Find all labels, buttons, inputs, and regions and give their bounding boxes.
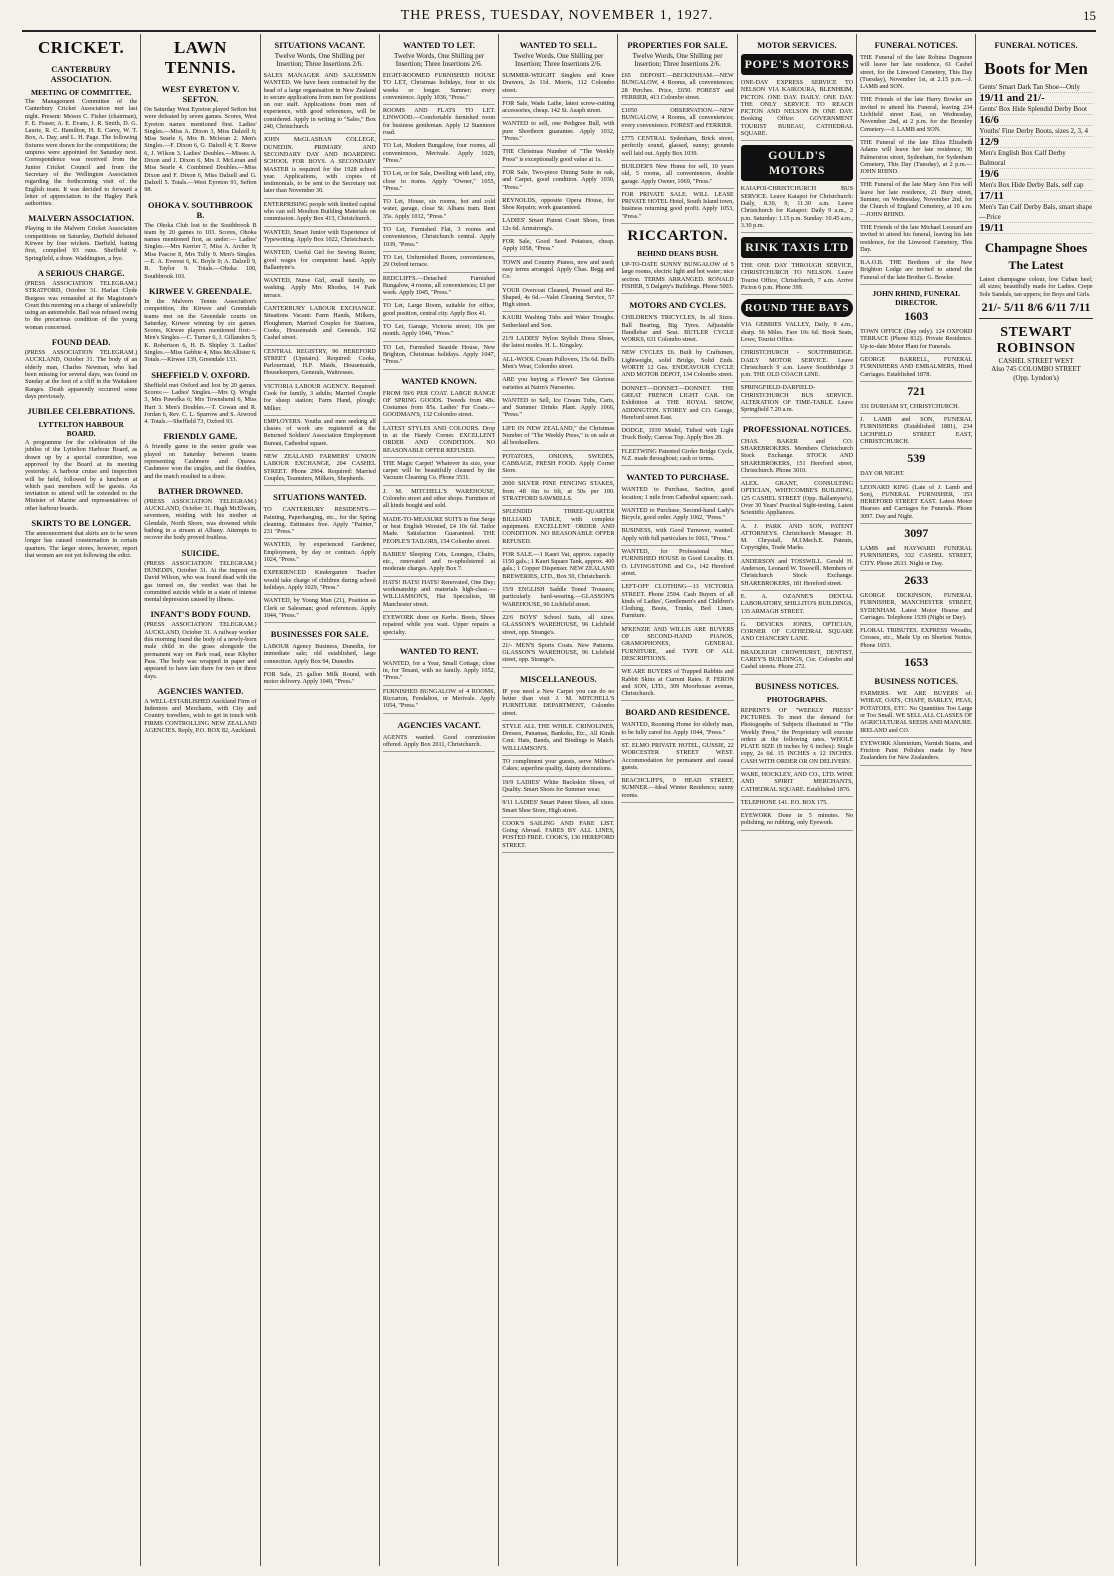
classified-ad: £65 DEPOSIT.—BECKENHAM.—NEW BUNGALOW, 4 Rooms, all conveniences; 28 Perches. Price, £650. FOREST and FERRIER, 413 Colombo street.: [621, 70, 733, 105]
phone-number: 721: [907, 383, 926, 398]
classified-ad: TO Let, or for Sale, Dwelling with land, city, close to trams. Apply "Owner," 1055, "Press.": [383, 168, 495, 196]
classified-ad: FOR Sale, Wade Lathe, latest screw-cutting accessories, cheap. 142 St. Asaph street.: [502, 98, 614, 119]
article-body: The Management Committee of the Canterbury Cricket Association met last night. Present: Messrs C. Fisher (chairman), F. E. Fraser, A. E. Evans, J. R. Smith, D. G. Laurie, R. C. Hamilton, H. E. Carey, W. T. Box, A. Day, and L. H. Page. The following fixtures were drawn for the competitions; the umpires were appointed for Saturday next. Correspondence was received from the Junior Cricket Council and from the Secretary of the Wellington Association regarding the forthcoming visit of the English team. It was decided to forward a letter of appreciation to the Hagley Park authorities.: [25, 98, 138, 208]
classified-ad: WANTED, Smart Junior with Experience of Typewriting. Apply Box 1022, Christchurch.: [264, 227, 376, 248]
section-title-wanted-known: WANTED KNOWN.: [401, 375, 477, 386]
phone-number: 1603: [904, 309, 929, 324]
classified-ad: HATS! HATS! HATS! Renovated, One Day; workmanship and materials high-class.—WILLIAMSON'S, Hat Specialists, 98 Manchester street.: [383, 577, 495, 612]
classified-ad: TO Let, Unfurnished Room, conveniences, 29 Oxford terrace.: [383, 252, 495, 273]
classified-ad: LAMB and HAYWARD FUNERAL FURNISHERS, 332 CASHEL STREET, CITY. Phone 2633. Night or Day.: [860, 543, 972, 571]
column-lawn-tennis: [141, 34, 260, 1566]
classified-ad: FURNISHED BUNGALOW of 4 ROOMS, Riccarton, Fendalton, or Merivale. Apply 1054, "Press.": [383, 686, 495, 714]
section-title-wanted-to-purchase: WANTED TO PURCHASE.: [626, 472, 729, 483]
article-heading: FOUND DEAD.: [51, 337, 111, 348]
price-line: [979, 115, 1092, 126]
article-heading: BATHER DROWNED.: [158, 485, 243, 496]
page-number: 15: [1083, 8, 1096, 23]
classified-ad: FLORAL TRIBUTES. EXPRESS Wreaths, Crosses, etc., Made Up on Shortest Notice. Phone 1653.: [860, 625, 972, 653]
classified-ad: WANTED, Useful Girl for Sewing Room; good wages for competent hand. Apply Ballantyne's.: [264, 247, 376, 275]
section-title-cricket: CRICKET.: [37, 38, 125, 57]
classified-ad: LEFT-OFF CLOTHING—13 VICTORIA STREET. Phone 2594. Cash Buyers of all kinds of Ladies', Gentlemen's and Children's Clothing, Boots, Trunks, Bed Linen, Furniture.: [621, 581, 733, 623]
classified-ad: J. LAMB and SON, FUNERAL FURNISHERS (Established 1881), 234 LICHFIELD STREET EAST, CHRISTCHURCH.: [860, 414, 972, 449]
classified-ad: CHAS. BAKER and CO. SHAREBROKERS. Members Christchurch Stock Exchange. STOCK AND SHAREBROKERS, 151 Hereford street, Christchurch. Phone 3010.: [741, 436, 853, 478]
column-funeral-notices: [857, 34, 976, 1566]
classified-ad: ONE-DAY EXPRESS SERVICE TO NELSON VIA KAIKOURA, BLENHEIM, PICTON. ONE DAY. DAILY. ONE DAY. THE ONLY SERVICE TO REACH PICTON AND NELSON IN ONE DAY. Booking Office: GOVERNMENT TOURIST BUREAU, CATHEDRAL SQUARE.: [741, 77, 853, 141]
classified-ad: LIFE IN NEW ZEALAND," the Christmas Number of "The Weekly Press," is on sale at all booksellers.: [502, 423, 614, 451]
section-title-business-notices: BUSINESS NOTICES.: [874, 676, 959, 687]
column-boots-for-men: [976, 34, 1095, 1566]
classified-ad: FOR Sale, Good Seed Potatoes, cheap. Apply 1058, "Press.": [502, 236, 614, 257]
classified-ad: REPRINTS OF "WEEKLY PRESS" PICTURES. To meet the demand for Photographs of Subjects illustrated in "The Weekly Press," the Proprietary will execute orders at the following rates. WHOLE PLATE SIZE (8 inches by 6 inches): Single copy, 2s 6d. 15 INCHES x 12 INCHES. CASH WITH ORDER OR ON DELIVERY.: [741, 705, 853, 769]
classified-ad: J. M. MITCHELL'S WAREHOUSE, Colombo street and other shops. Furniture of all kinds bought and sold.: [383, 486, 495, 514]
classified-ad: TO Let, Modern Bungalow, four rooms, all conveniences, Merivale. Apply 1029, "Press.": [383, 140, 495, 168]
price-value: 19/11 and 21/-: [979, 92, 1045, 104]
column-cricket: [22, 34, 141, 1566]
classified-ad: NEW CYCLES £6. Built by Craftsmen, Lightweight, solid Bridge, Solid Ends. WORTH 12 Gns. ENDEAVOUR CYCLE AND MOTOR DEPOT, 134 Colombo street.: [621, 347, 733, 382]
classified-ad: VICTORIA LABOUR AGENCY. Required: Cook for family, 3 adults; Married Couple for sheep station; Farm Hand, plough; Milker.: [264, 381, 376, 416]
price-line: [979, 202, 1092, 223]
classified-ad: FOR Sale, Two-piece Dining Suite in oak, and Carpet, good condition. Apply 1030, "Press.": [502, 167, 614, 195]
classified-ad: LATEST STYLES AND COLOURS. Drop in at the Handy Corner. EXCELLENT ORDER AND CONDITION. NO REASONABLE OFFER REFUSED.: [383, 423, 495, 458]
classified-ad: ARE you buying a Flower? See Glorious varieties at Nairn's Nurseries.: [502, 374, 614, 395]
section-title-miscellaneous: MISCELLANEOUS.: [519, 673, 597, 684]
column-wanted-to-let: [380, 34, 499, 1566]
classified-ad: BUILDER'S New Home for sell, 10 years old, 5 rooms, all conveniences, double garage. Apply Owner, 1069, "Press.": [621, 161, 733, 189]
classified-ad: TO Let, Furnished Flat, 3 rooms and conveniences, Christchurch central. Apply 1039, "Press.": [383, 224, 495, 252]
article-body: A friendly game in the senior grade was played on Saturday between teams representing Cashmere and Opawa. Cashmere won the singles, and the doubles, and the match resulted in a draw.: [144, 443, 257, 480]
classified-ad: TOWN and Country Pianos, new and used; easy terms arranged. Apply Chas. Begg and Co.: [502, 257, 614, 285]
classified-ad: GEORGE BARRELL, FUNERAL FURNISHERS AND EMBALMERS, Hired Carriages. Established 1878.: [860, 354, 972, 382]
phone-number: 539: [907, 451, 926, 466]
classified-ad: 21/9 LADIES' Nylon Stylish Dress Shoes, the latest modes. H. L. Kingsley.: [502, 333, 614, 354]
classified-ad: CHILDREN'S TRICYCLES, In all Sizes. Ball Bearing, Big Tyres. Adjustable Handlebar and Seat. BUTLER CYCLE WORKS, 631 Colombo street.: [621, 312, 733, 347]
classified-ad: WE ARE BUYERS of Trapped Rabbits and Rabbit Skins at Current Rates. P. FERON and SON, LTD., 309 Moorhouse avenue, Christchurch.: [621, 666, 733, 701]
classified-ad: £1050 OBSERVATION.—NEW BUNGALOW, 4 Rooms, all conveniences; every convenience. FOREST and FERRIER.: [621, 105, 733, 133]
section-title-situations-wanted: SITUATIONS WANTED.: [273, 492, 367, 503]
classified-ad: WANTED to sell, one Pedigree Bull, with pure Shorthorn guarantee. Apply 1032, "Press.": [502, 118, 614, 146]
phone-number: 2633: [904, 572, 929, 587]
section-title-situations-vacant: SITUATIONS VACANT.: [274, 40, 366, 50]
article-heading: JUBILEE CELEBRATIONS.: [27, 406, 135, 417]
column-motor-services: [738, 34, 857, 1566]
section-title: FUNERAL NOTICES.: [994, 40, 1078, 50]
subheading: CANTERBURY ASSOCIATION.: [50, 64, 112, 84]
columns: [22, 34, 1096, 1566]
classified-ad: FARMERS. WE ARE BUYERS of: WHEAT, OATS, CHAFF, BARLEY, PEAS, POTATOES, ETC. No Quantities Too Large or Too Small. WE SELL ALL CLASSES OF AGRICULTURAL SEEDS AND MANURE. IRELAND and CO.: [860, 688, 972, 738]
champagne-prices: 21/- 5/11 8/6 6/11 7/11: [981, 299, 1091, 314]
section-title-motor-services: MOTOR SERVICES.: [757, 40, 837, 50]
classified-ad: CENTRAL REGISTRY, 96 HEREFORD STREET (Upstairs). Required: Cooks, Parlourmaid, H.P. Maids, Housemaids, Housekeepers, Generals, Waitresses.: [264, 346, 376, 381]
section-title-motors-and-cycles: MOTORS AND CYCLES.: [629, 300, 726, 311]
popes-motors-banner: POPE'S MOTORS: [741, 54, 853, 75]
rink-taxis-banner: RINK TAXIS LTD: [741, 237, 853, 258]
address-line: (Opp. Lyndon's): [1013, 373, 1059, 382]
classified-ad: LEONARD KING (Late of J. Lamb and Son), FUNERAL FURNISHER, 353 HEREFORD STREET EAST. Latest Motor Hearses and Carriages for Funerals. Phone 3097. Day and Night.: [860, 482, 972, 524]
classified-ad: THE Christmas Number of "The Weekly Press" is exceptionally good value at 1s.: [502, 146, 614, 167]
column-wanted-to-sell: [499, 34, 618, 1566]
price-line: [979, 148, 1092, 169]
classified-ad: 15/9 ENGLISH Saddle Toned Trousers; particularly hard-wearing.—GLASSON'S WAREHOUSE, 96 Lichfield street.: [502, 584, 614, 612]
classified-ad: SALES MANAGER AND SALESMEN WANTED. We have been contracted by the head of a large organisation in New Zealand to secure applications from men for positions on our staff. Applications from men of experience, with good references, will be considered. Apply in writing to "Sales," Box 240, Christchurch.: [264, 70, 376, 134]
article-heading: FRIENDLY GAME.: [163, 431, 238, 442]
price-line: [979, 169, 1092, 180]
classified-ad: 9/11 LADIES' Smart Patent Shoes, all sizes. Smart Shoe Store, High street.: [502, 797, 614, 818]
classified-ad: FOR Sale, 25 gallon Milk Round, with motor delivery. Apply 1049, "Press.": [264, 669, 376, 690]
section-title-businesses-for-sale: BUSINESSES FOR SALE.: [270, 629, 369, 640]
article-heading: OHOKA V. SOUTHBROOK B.: [148, 199, 253, 220]
article-body: (PRESS ASSOCIATION TELEGRAM.) AUCKLAND, October 31. The body of an elderly man, Charles Newman, who had been missing for several days, was found on Sunday at the foot of a cliff in the Waitakere Ranges. Death apparently occurred some days previously.: [25, 349, 138, 400]
classified-ad: FROM 59/6 PER COAT. LARGE RANGE OF SPRING GOODS. Tweeds from 48s. Costumes from 85s. Ladies' Fur Coats.—GOODMAN'S, 132 Colombo street.: [383, 388, 495, 423]
rate-line: Twelve Words, One Shilling per Insertion; Three Insertions 2/6.: [513, 52, 604, 68]
price-label: Men's Box Hide Derby Bals, self cap: [979, 181, 1084, 189]
price-line: [979, 191, 1092, 202]
classified-ad: FOR PRIVATE SALE. WILL LEASE PRIVATE HOTEL Hotel, South Island town, business returning good profit. Apply 1053, "Press.": [621, 189, 733, 224]
classified-ad: STYLE ALL THE WHILE. CRINOLINES, Dresses, Panamas, Bankoks, Etc., All Kinds Cent. Hats, Bands, and Bindings to Match. WILLIAMSON'S.: [502, 721, 614, 756]
rate-line: Twelve Words, One Shilling per Insertion; Three Insertions 2/6.: [394, 52, 485, 68]
classified-ad: POTATOES, ONIONS, SWEDES, CABBAGE, FRESH FOOD. Apply Corner Store.: [502, 451, 614, 479]
funeral-notice: THE Friends of the late Harry Bowler are invited to attend his Funeral, leaving 234 Lichfield street East, on Wednesday, November 2nd, at 2 p.m. for the Bromley Cemetery.—J. LAMB and SON.: [860, 94, 972, 136]
price-line: [979, 93, 1092, 104]
classified-ad: TO Let, House, six rooms, hot and cold water, garage, close St. Albans tram. Rent 35s. Apply 1012, "Press.": [383, 196, 495, 224]
masthead-rule: [22, 30, 1096, 32]
classified-ad: SPLENDID THREE-QUARTER BILLIARD TABLE, with complete equipment. EXCELLENT ORDER AND CONDITION. NO REASONABLE OFFER REFUSED.: [502, 506, 614, 548]
masthead: [0, 0, 1114, 28]
address-line: CASHEL STREET WEST: [998, 356, 1074, 365]
classified-ad: FLEETWING Patented Girder Bridge Cycle, N.Z. made throughout; cash or terms.: [621, 446, 733, 467]
rate-line: Twelve Words, One Shilling per Insertion; Three Insertions 2/6.: [632, 52, 723, 68]
classified-ad: EMPLOYERS. Youths and men seeking all classes of work are registered at the Returned Soldiers' Association Employment Bureau, Cathedral square.: [264, 416, 376, 451]
classified-ad: TOWN OFFICE (Day only). 124 OXFORD TERRACE (Phone 812). Private Residence. Up-to-date Motor Plant for Funerals.: [860, 326, 972, 354]
classified-ad: EYEWORK done on Kerbs. Boots, Shoes repaired while you wait. Upper repairs a specialty.: [383, 612, 495, 640]
article-body: A programme for the celebration of the jubilee of the Lyttelton Harbour Board, as drawn up by a special committee, was approved by the Board at its meeting yesterday. A harbour cruise and inspection will be held, followed by a luncheon at which past members will be guests. An invitation to attend will be extended to the Minister of Marine and representatives of other harbour boards.: [25, 439, 138, 512]
section-title-agencies-vacant: AGENCIES VACANT.: [397, 719, 481, 730]
article-heading: SUICIDE.: [181, 547, 220, 558]
undertaker-name: JOHN RHIND, FUNERAL DIRECTOR.: [872, 289, 961, 308]
price-label: Men's Tan Calf Derby Bals, smart shape—Price: [979, 203, 1093, 221]
classified-ad: G. DEVICKS JONES, OPTICIAN, CORNER OF CATHEDRAL SQUARE AND CHANCERY LANE.: [741, 619, 853, 647]
article-heading: SKIRTS TO BE LONGER.: [31, 518, 131, 529]
subheading: MEETING OF COMMITTEE.: [30, 88, 132, 97]
section-title-wanted-to-sell: WANTED TO SELL.: [519, 40, 598, 50]
classified-ad: SUMMER-WEIGHT Singlets and Knee Drawers, 2s 11d. Morris, 112 Colombo street.: [502, 70, 614, 98]
column-situations-vacant: [261, 34, 380, 1566]
funeral-notice: THE Funeral of the late Eliza Elizabeth Adams will leave her late residence, 90 Palmerston street, Sydenham, for Sydenham Cemetery, This Day (Tuesday), at 2 p.m.—JOHN RHIND.: [860, 137, 972, 179]
subheading: PHOTOGRAPHS.: [766, 694, 827, 704]
article-body: In the Malvern Tennis Association's competition, the Kirwee and Greendale teams met on the Greendale courts on Saturday, Kirwee winning by six games. Scores, Kirwee players mentioned first:— Men's Singles.—C. Turner 6, J. Gillanders 5; K. Robertson 6, H. B. Shipley 3. Ladies' Singles.—Miss Gebbie 4, Miss McAllister 6. Totals.—Kirwee 139, Greendale 133.: [144, 297, 257, 364]
classified-ad: JOHN McGLASHAN COLLEGE, DUNEDIN. PRIMARY AND SECONDARY DAY AND BOARDING SCHOOL FOR BOYS. A SECONDARY MASTER is required for the 1928 school year. Applications, with copies of testimonials, to be sent to the Secretary not later than November 30.: [264, 134, 376, 198]
classified-ad: A. J. PARK AND SON, PATENT ATTORNEYS. Christchurch Manager: H. M. Chrystall, M.I.Mech.E. Patents, Copyrights, Trade Marks.: [741, 521, 853, 556]
classified-ad: EYEWORK Aluminium, Varnish Stains, and Friction Paint Polishes made by New Zealanders for New Zealanders.: [860, 738, 972, 766]
classified-ad: REDCLIFFS.—Detached Furnished Bungalow, 4 rooms, all conveniences; £3 per week. Apply 1045, "Press.": [383, 273, 495, 301]
price-label: Youths' Fine Derby Boots, sizes 2, 3, 4: [979, 127, 1089, 135]
classified-ad: WANTED, Rooming Home for elderly man, to be fully cared for. Apply 1044, "Press.": [621, 719, 733, 740]
funeral-notice: B.A.O.B. THE Brethren of the New Brighton Lodge are invited to attend the Funeral of the late Brother G. Bowler.: [860, 257, 972, 285]
classified-ad: EXPERIENCED Kindergarten Teacher would take charge of children during school holidays. Apply 1029, "Press.": [264, 567, 376, 595]
article-body: (PRESS ASSOCIATION TELEGRAM.) DUNEDIN, October 31. At the inquest on David Wilson, who was found dead with the gas turned on, the verdict was that he committed suicide while in a state of intense mental depression caused by illness.: [144, 559, 257, 604]
classified-ad: 22/6 BOYS' School Suits, all sizes. GLASSON'S WAREHOUSE, 96 Lichfield street, opp. Strange's.: [502, 612, 614, 640]
classified-ad: WANTED to Purchase, Second-hand Lady's Bicycle, good order. Apply 1062, "Press.": [621, 505, 733, 526]
rate-line: Twelve Words, One Shilling per Insertion; Three Insertions 2/6.: [274, 52, 365, 68]
article-body: The announcement that skirts are to be worn longer has caused consternation in certain quarters. The larger stores, however, report that women are not yet following the edict.: [25, 530, 138, 559]
classified-ad: WANTED, Nurse Girl, small family, no washing. Apply Mrs Rhodes, 14 Park terrace.: [264, 275, 376, 303]
classified-ad: WANTED, by Young Man (21), Position as Clerk or Salesman; good references. Apply 1044, "Press.": [264, 595, 376, 623]
classified-ad: 19/9 LADIES' White Buckskin Shoes, of Quality. Smart Shoes for Summer wear.: [502, 777, 614, 798]
column-properties-for-sale: [618, 34, 737, 1566]
article-heading: KIRWEE V. GREENDALE.: [149, 285, 252, 296]
classified-ad: WANTED to Purchase, Section, good location; 1 mile from Cathedral square; cash.: [621, 484, 733, 505]
classified-ad: TO Let, Furnished Seaside House, New Brighton, Christmas holidays. Apply 1047, "Press.": [383, 342, 495, 370]
classified-ad: DAY OR NIGHT.: [860, 468, 972, 481]
classified-ad: BRADLEIGH CROWHURST, DENTIST, CAREY'S BUILDINGS, Cor. Colombo and Cashel streets. Phone 272.: [741, 647, 853, 675]
subheading: LYTTELTON HARBOUR BOARD.: [38, 420, 124, 439]
classified-ad: CHRISTCHURCH - SOUTHBRIDGE. DAILY MOTOR SERVICE. Leave Christchurch 9 a.m. Leave Southbridge 3 p.m. THE OLD COACH LINE.: [741, 347, 853, 382]
classified-ad: NEW ZEALAND FARMERS' UNION LABOUR EXCHANGE, 204 CASHEL STREET. Phone 2904. Required: Married Couples, Teamsters, Milkers, Shepherds.: [264, 451, 376, 486]
address-line: Also 745 COLOMBO STREET: [991, 365, 1081, 374]
classified-ad: THE Magic Carpet! Whatever its size, your carpet will be beautifully cleaned by the Vacuum Cleaning Co. Phone 3531.: [383, 458, 495, 486]
subheading: BEHIND DEANS BUSH.: [637, 249, 719, 259]
classified-ad: 331 DURHAM ST, CHRISTCHURCH.: [860, 401, 972, 414]
price-label: Gents' Smart Dark Tan Shoe—Only: [979, 83, 1080, 91]
goulds-motors-banner: GOULD'S MOTORS: [741, 145, 853, 181]
article-body: (PRESS ASSOCIATION TELEGRAM.) AUCKLAND, October 31. Hugh McElwain, seventeen, residing with his mother at Glendale, North Shore, was drowned while bathing in a stream at Albany. Attempts to recover the body proved fruitless.: [144, 497, 257, 542]
the-latest-heading: The Latest: [1008, 258, 1064, 272]
article-body: (PRESS ASSOCIATION TELEGRAM.) STRATFORD, October 31. Harlan Clyde Burgess was remanded at the Magistrate's Court this morning on a charge of unlawfully using an automobile. Bail was refused owing to the precarious condition of the young woman concerned.: [25, 279, 138, 331]
classified-ad: WARE, HOCKLEY, AND CO., LTD. WINE AND SPIRIT MERCHANTS, CATHEDRAL SQUARE. Established 1876.: [741, 769, 853, 797]
classified-ad: E. A. OZANNE'S DENTAL LABORATORY, SHILLITO'S BUILDINGS, 135 ARMAGH STREET.: [741, 591, 853, 619]
classified-ad: IF you need a New Carpet you can do no better than visit J. M. MITCHELL'S FURNITURE DEPARTMENT, Colombo street.: [502, 686, 614, 721]
classified-ad: MADE-TO-MEASURE SUITS in fine Serge or best English Worsted, £4 10s 6d. Tailor Made. Satisfaction Guaranteed. THE PEOPLE'S TAILORS, 154 Colombo street.: [383, 514, 495, 549]
classified-ad: GEORGE DICKINSON, FUNERAL FURNISHER, MANCHESTER STREET, SYDENHAM. Latest Motor Hearse and Carriages. Telephone 1539 (Night or Day).: [860, 590, 972, 625]
classified-ad: EYEWORK Done in 5 minutes. No polishing, no rubbing, only Eyework.: [741, 810, 853, 831]
divider: [979, 318, 1092, 319]
article-body: A WELL-ESTABLISHED Auckland Firm of Indentors and Merchants, with City and Country travellers, wish to get in touch with FIRMS CONTROLLING NEW ZEALAND AGENCIES. Reply, P.O. BOX 82, Auckland.: [144, 697, 257, 734]
article-body: Sheffield met Oxford and lost by 20 games. Scores:— Ladies' Singles.—Mrs Q. Wright 3, Mrs Pawelka 6; Mrs Townshend 6, Miss Hart 3. Men's Doubles.—T. Cowan and R. Jordan 6, Rev. C. L. Sparrow and S. Atwood 4. Totals.—Sheffield 73, Oxford 93.: [144, 381, 257, 426]
funeral-notice: THE Funeral of the late Mary Ann Fox will leave her late residence, 21 Bury street, Sumner, on Wednesday, November 2nd, for the Church of England Cemetery, at 10 a.m.—JOHN RHIND.: [860, 179, 972, 221]
classified-ad: ALEX. GRANT, CONSULTING OPTICIAN, WHITCOMBE'S BUILDING, 125 CASHEL STREET (Opp. Ballantyne's). Over 30 Years' Practical Sight-testing. Latest Scientific Appliances.: [741, 478, 853, 520]
classified-ad: SPRINGFIELD-DARFIELD-CHRISTCHURCH BUS SERVICE. ALTERATION OF TIME-TABLE. Leave Springfield 7.20 a.m.: [741, 382, 853, 417]
masthead-title: THE PRESS, TUESDAY, NOVEMBER 1, 1927.: [400, 8, 714, 23]
round-the-bays-banner: ROUND THE BAYS: [741, 299, 853, 317]
section-title-wanted-to-rent: WANTED TO RENT.: [399, 645, 479, 656]
classified-ad: ALL-WOOL Cream Pullovers, 15s 6d. Bell's Men's Wear, Colombo street.: [502, 354, 614, 375]
classified-ad: FOR SALE.—1 Kauri Vat, approx. capacity 1150 gals.; 1 Kauri Square Tank, approx. 400 gals.; 1 Copper Dispenser. NEW ZEALAND BREWERIES, LTD., Box 50, Christchurch.: [502, 549, 614, 584]
price-line: [979, 137, 1092, 148]
classified-ad: LADIES' Smart Patent Court Shoes, from 12s 6d. Armstrong's.: [502, 215, 614, 236]
classified-ad: ROOMS AND FLATS TO LET. LINWOOD.—Comfortable furnished room for business gentleman. Apply 12 Stanmore road.: [383, 105, 495, 140]
price-line: [979, 223, 1092, 234]
section-title-funeral-notices: FUNERAL NOTICES.: [874, 40, 958, 50]
article-heading: AGENCIES WANTED.: [157, 685, 244, 696]
price-label: Gents' Box Hide Splendid Derby Boot: [979, 105, 1087, 113]
classified-ad: DONNET—DONNET—DONNET. THE GREAT FRENCH LIGHT CAR. On Exhibition at THE ROYAL SHOW, ADDINGTON. STOREY and CO. Garage, Hereford street East.: [621, 383, 733, 425]
classified-ad: ANDERSON and TOSSWILL. Gerald H. Anderson, Leonard W. Tosswill. Members of Christchurch Stock Exchange. SHAREBROKERS, 181 Hereford street.: [741, 556, 853, 591]
classified-ad: 2000 SILVER PINE FENCING STAKES, from 4ft 6in to 6ft, at 50s per 100. STRATFORD SAWMILLS.: [502, 478, 614, 506]
phone-number: 3097: [904, 526, 929, 541]
funeral-notice: THE Funeral of the late Robina Dugmore will leave her late residence, 61 Cashel street, for the Linwood Cemetery, This Day (Tuesday), November 1st, at 2.15 p.m.—J. LAMB and SON.: [860, 52, 972, 94]
classified-ad: WANTED, for a Year, Small Cottage, close in, for Tenant, with no family. Apply 1052, "Press.": [383, 658, 495, 686]
article-body: Playing in the Malvern Cricket Association competitions on Saturday, Darfield defeated Kirwee by four wickets. Darfield, batting first, compiled 93 runs. Sheffield v. Springfield, a draw. Waddington, a bye.: [25, 225, 138, 262]
classified-ad: TO Let, Garage, Victoria street; 10s per month. Apply 1046, "Press.": [383, 321, 495, 342]
price-value: 12/9: [979, 136, 999, 148]
champagne-shoes-heading: Champagne Shoes: [984, 240, 1088, 255]
classified-ad: WANTED, by experienced Gardener, Employment, by day or contract. Apply 1024, "Press.": [264, 539, 376, 567]
boots-for-men-heading: Boots for Men: [984, 59, 1088, 78]
article-heading: WEST EYRETON V. SEFTON.: [161, 84, 240, 104]
classified-ad: EIGHT-ROOMED FURNISHED HOUSE TO LET, Christmas holidays, four to six weeks or longer. Sumner; every convenience. Apply 1036, "Press.": [383, 70, 495, 105]
classified-ad: WANTED to Sell, Ice Cream Tubs, Carts, and Summer Drinks Plant. Apply 1066, "Press.": [502, 395, 614, 423]
funeral-notice: THE Friends of the late Michael Leonard are invited to attend his funeral, leaving his late residence, for the Linwood Cemetery, This Day.: [860, 222, 972, 257]
classified-ad: M'KENZIE AND WILLIS ARE BUYERS OF SECOND-HAND PIANOS, GRAMOPHONES, GENERAL FURNITURE, and TYPE OF ALL DESCRIPTIONS.: [621, 624, 733, 666]
classified-ad: KAURI Washing Tubs and Water Troughs. Sutherland and Son.: [502, 312, 614, 333]
classified-ad: TO Let, Large Room, suitable for office, good position, central city. Apply Box 41.: [383, 300, 495, 321]
price-value: 19/6: [979, 168, 999, 180]
phone-number: 1653: [904, 655, 929, 670]
classified-ad: VIA GEBBIES VALLEY, Daily, 9 a.m., sharp. 56 Miles. Fare 10s 6d. Book Seats, Lowe, Tourist Office.: [741, 319, 853, 347]
classified-ad: LABOUR Agency Business, Dunedin, for immediate sale; old established, large connection. Apply Box 94, Dunedin.: [264, 641, 376, 669]
article-heading: SHEFFIELD V. OXFORD.: [151, 369, 250, 380]
price-value: 16/6: [979, 114, 999, 126]
section-title-lawn-tennis: LAWN TENNIS.: [164, 38, 236, 77]
article-heading: MALVERN ASSOCIATION.: [28, 213, 135, 224]
classified-ad: ST. ELMO PRIVATE HOTEL, GUSSIE, 22 WORCESTER STREET WEST. Accommodation for permanent and casual guests.: [621, 740, 733, 775]
classified-ad: CANTERBURY LABOUR EXCHANGE. Situations Vacant: Farm Hands, Milkers, Ploughmen, Married Couples for Stations, Cooks, Housemaids and Generals. 162 Cashel street.: [264, 303, 376, 345]
section-title-board-and-residence: BOARD AND RESIDENCE.: [625, 707, 730, 718]
classified-ad: TO compliment your guests, serve Milner's Cakes; superfine quality, dainty decorations.: [502, 756, 614, 777]
section-title-professional-notices: PROFESSIONAL NOTICES.: [742, 423, 852, 434]
classified-ad: TO CANTERBURY RESIDENTS.—Painting, Paperhanging, etc., for the Spring cleaning. Estimates free. Apply "Painter," 231 "Press.": [264, 504, 376, 539]
classified-ad: BUSINESS, with Good Turnover, wanted. Apply with full particulars to 1063, "Press.": [621, 525, 733, 546]
classified-ad: REYNOLDS, opposite Opera House, for Shoe Repairs; work guaranteed.: [502, 195, 614, 216]
classified-ad: YOUR Overcoat Cleaned, Pressed and Re-Shaped, 4s 6d.—Valet Cleaning Service, 57 High street.: [502, 285, 614, 313]
classified-ad: £775 CENTRAL Sydenham, Brick street, perfectly sound, glassed, sunny; grounds well laid out. Apply Box 1039.: [621, 133, 733, 161]
article-heading: INFANT'S BODY FOUND.: [150, 609, 251, 620]
article-body: On Saturday West Eyreton played Sefton but were defeated by seven games. Scores, West Eyreton names mentioned first. Ladies' Singles.—Miss A. Dixon 3, Miss Dalzell 6; Miss Searle 6, Mrs B. Mcleran 2. Men's Singles.—F. Dixon 6, G. Dalzell 4; T. Reeve 6, J. Wilson 3. Ladies' Doubles.—Misses A. Dixon and J. Dixon 6, Mrs J. McLeran and Miss Searle 4. Combined Doubles.—Miss Dixon and F. Dixon 6, Miss Dalzell and G. Dalzell 5. Totals.—West Eyreton 91, Sefton 98.: [144, 106, 257, 194]
section-title-business-notices: BUSINESS NOTICES.: [755, 680, 839, 691]
classified-ad: DODGE, 1939 Model, Tidied with Light Truck Body; Canvas Top. Apply Box 28.: [621, 425, 733, 446]
classified-ad: ENTERPRISING people with limited capital who can sell Moulton Building Materials on commission. Apply Box 413, Christchurch.: [264, 199, 376, 227]
classified-ad: THE ONE DAY THROUGH SERVICE, CHRISTCHURCH TO NELSON. Leave Tourist Office, Christchurch, 7 a.m. Arrive Picton 6 p.m. Phone 399.: [741, 260, 853, 295]
section-title-wanted-to-let: WANTED TO LET.: [403, 40, 476, 50]
champagne-description: Latest champagne colour, low Cuban heel; all sizes; beautifully made for Ladies. Crepe Sole Sandals, tan uppers; for Boys and Girls.: [979, 276, 1093, 298]
price-value: 19/11: [979, 222, 1004, 234]
price-label: Men's English Box Calf Derby Balmoral: [979, 149, 1066, 167]
article-heading: RICCARTON.: [627, 228, 728, 245]
classified-ad: BABIES' Sleeping Cots, Lounges, Chairs, etc., renovated and re-upholstered at moderate charges. Apply Box 7.: [383, 549, 495, 577]
classified-ad: WANTED, for Professional Man, FURNISHED HOUSE in Good Locality. H. O. LIVINGSTONE and Co., 142 Hereford street.: [621, 546, 733, 581]
classified-ad: COOK'S SAILING AND FARE LIST. Going Abroad. FARES BY ALL LINES, POSTED FREE. COOK'S, 136 HEREFORD STREET.: [502, 818, 614, 853]
classified-ad: BEACHCLIFFS, 9 HEAD STREET, SUMNER.—Ideal Winter Residence; sunny rooms.: [621, 775, 733, 803]
article-body: (PRESS ASSOCIATION TELEGRAM.) AUCKLAND, October 31. A railway worker this morning found the body of a newly-born male child in the grass alongside the permanent way on Park road, near Khyber Pass. The body was wrapped in paper and appeared to have lain there for two or three days.: [144, 621, 257, 680]
section-title-properties-for-sale: PROPERTIES FOR SALE.: [627, 40, 728, 50]
article-body: The Ohoka Club lost to the Southbrook B team by 20 games to 103. Scores, Ohoka names mentioned first, as under:— Ladies' Singles.—Mrs Kerrier 7, Miss A. Archer 9; Miss Pascoe 8, Mrs Tully 9. Men's Singles.—E. A. Everest 6, K. Boyle 9; A. Dalzell 9, B. Taylor 9. Totals.—Ohoka 100, Southbrook 103.: [144, 221, 257, 280]
classified-ad: 21/- MEN'S Sports Coats. New Patterns. GLASSON'S WAREHOUSE, 96 Lichfield street, opp. Strange's.: [502, 640, 614, 668]
classified-ad: AGENTS wanted. Good commission offered. Apply Box 2011, Christchurch.: [383, 732, 495, 753]
classified-ad: KAIAPOI-CHRISTCHURCH BUS SERVICE. Leave Kaiapoi for Christchurch: Daily, 8.30, 9, 11.30 a.m. Leave Christchurch for Kaiapoi: Daily 9 a.m., 2 p.m. Saturday: 1.15 p.m. Sunday: 10.45 a.m., 3.30 p.m.: [741, 183, 853, 233]
article-heading: A SERIOUS CHARGE.: [37, 267, 125, 278]
stewart-robinson-name: STEWART ROBINSON: [996, 324, 1076, 356]
classified-ad: TELEPHONE 141. P.O. BOX 175.: [741, 797, 853, 810]
price-value: 17/11: [979, 190, 1004, 202]
classified-ad: UP-TO-DATE SUNNY BUNGALOW of 5 large rooms, electric light and hot water; nice section. TERMS ARRANGED. RONALD FISHER, 5 Dalgety's Buildings. Phone 5003.: [621, 259, 733, 294]
